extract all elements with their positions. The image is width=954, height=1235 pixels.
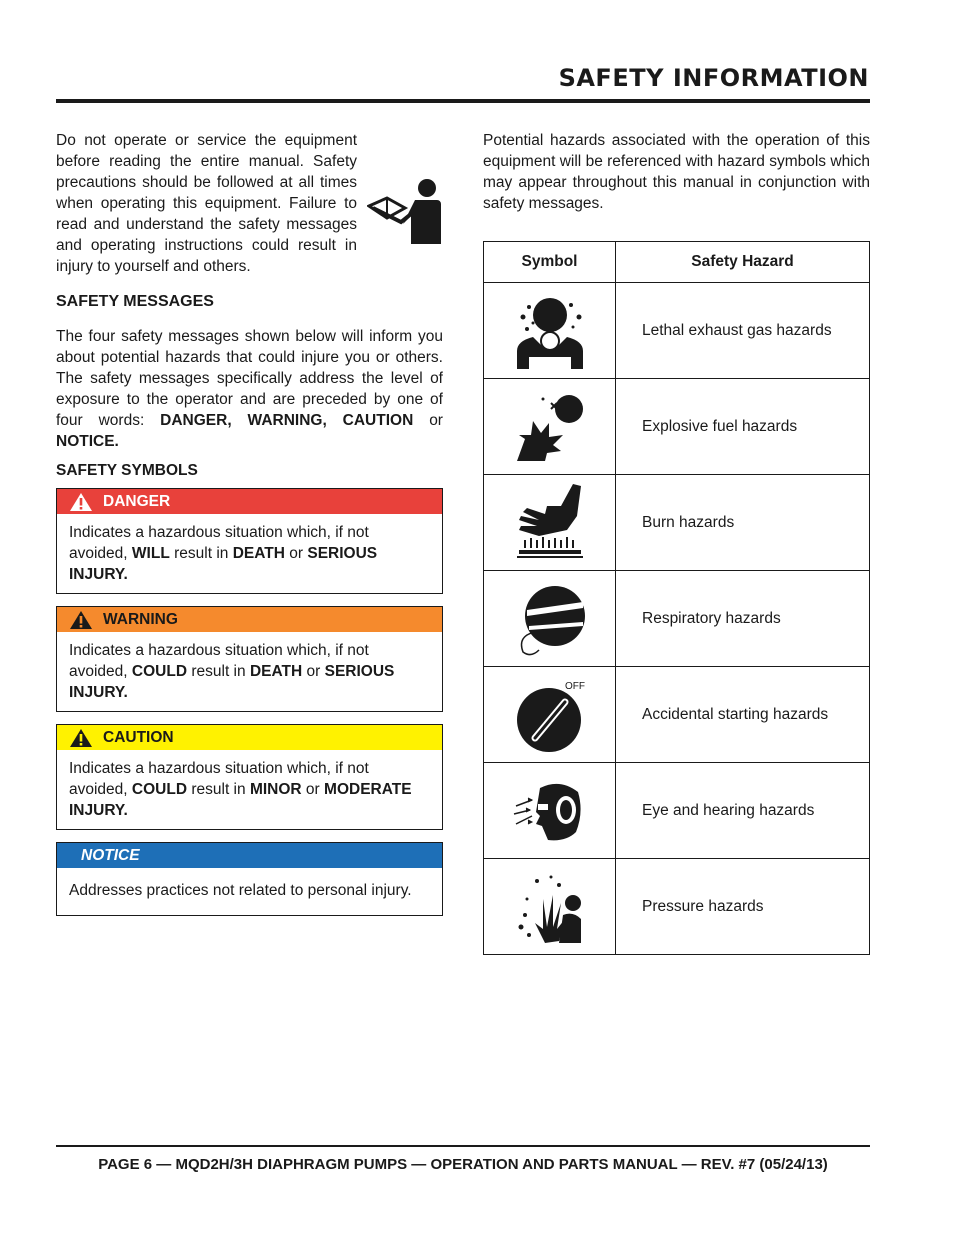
table-header-row xyxy=(484,242,870,283)
hazard-label: Explosive fuel hazards xyxy=(616,379,870,475)
danger-intro: Indicates a hazardous situation which, if not avoided, xyxy=(69,524,369,562)
caution-label: CAUTION xyxy=(103,728,174,746)
warning-intro: Indicates a hazardous situation which, if not avoided, xyxy=(69,642,369,680)
warning-verb: COULD xyxy=(131,663,188,680)
warning-triangle-icon xyxy=(69,728,93,748)
symbol-cell xyxy=(484,667,616,763)
hazard-label: Lethal exhaust gas hazards xyxy=(616,283,870,379)
caution-box xyxy=(56,724,443,830)
respirator-icon xyxy=(515,580,585,658)
caution-verb: COULD xyxy=(131,781,188,798)
symbol-column-header: Symbol xyxy=(484,242,616,283)
caution-header xyxy=(57,725,442,750)
table-row xyxy=(484,283,870,379)
table-row xyxy=(484,763,870,859)
hazard-column-header: Safety Hazard xyxy=(616,242,870,283)
hazards-intro: Potential hazards associated with the operation of this equipment will be referenced with hazard symbols which may appear throughout this manual in conjunction with safety messages. xyxy=(483,132,870,212)
danger-outcome-b: SERIOUS INJURY. xyxy=(69,545,378,583)
danger-or: or xyxy=(289,545,304,562)
danger-box xyxy=(56,488,443,594)
table-row xyxy=(484,667,870,763)
page-footer: PAGE 6 — MQD2H/3H DIAPHRAGM PUMPS — OPERATION AND PARTS MANUAL — REV. #7 (05/24/13) xyxy=(98,1156,828,1173)
table-row xyxy=(484,379,870,475)
warning-or: or xyxy=(306,663,321,680)
notice-header xyxy=(57,843,442,868)
symbol-cell xyxy=(484,379,616,475)
symbol-cell xyxy=(484,571,616,667)
notice-box xyxy=(56,842,443,916)
caution-mid: result in xyxy=(191,781,246,798)
danger-header xyxy=(57,489,442,514)
safety-symbols-heading: SAFETY SYMBOLS xyxy=(56,462,198,479)
or-word: or xyxy=(429,412,443,429)
read-manual-icon xyxy=(367,178,443,244)
hazard-label: Pressure hazards xyxy=(616,859,870,955)
symbol-cell xyxy=(484,283,616,379)
danger-outcome-a: DEATH xyxy=(232,545,285,562)
hazard-label: Burn hazards xyxy=(616,475,870,571)
danger-mid: result in xyxy=(174,545,229,562)
signal-words: DANGER, WARNING, CAUTION xyxy=(160,412,414,429)
table-row xyxy=(484,859,870,955)
warning-outcome-b: SERIOUS INJURY. xyxy=(69,663,395,701)
table-row xyxy=(484,475,870,571)
danger-label: DANGER xyxy=(103,492,171,510)
hazard-label: Eye and hearing hazards xyxy=(616,763,870,859)
warning-outcome-a: DEATH xyxy=(249,663,303,680)
warning-header xyxy=(57,607,442,632)
right-column xyxy=(483,130,870,955)
off-label: OFF xyxy=(564,680,585,692)
caution-outcome-b: MODERATE INJURY. xyxy=(69,781,412,819)
left-column xyxy=(56,130,443,928)
page-title: SAFETY INFORMATION xyxy=(558,64,869,92)
warning-mid: result in xyxy=(191,663,246,680)
intro-section xyxy=(56,130,443,277)
danger-verb: WILL xyxy=(131,545,170,562)
safety-messages-paragraph xyxy=(56,326,443,452)
notice-word: NOTICE. xyxy=(56,433,119,450)
safety-messages-heading: SAFETY MESSAGES xyxy=(56,293,214,310)
caution-text xyxy=(57,750,442,829)
caution-intro: Indicates a hazardous situation which, if not avoided, xyxy=(69,760,369,798)
safety-messages-text: The four safety messages shown below will inform you about potential hazards that could injure you or others. The safety messages specifically address the level of exposure to the operator and are preceded by one of four words: xyxy=(56,328,443,429)
notice-label: NOTICE xyxy=(81,846,140,864)
warning-text xyxy=(57,632,442,711)
hazard-label: Accidental starting hazards xyxy=(616,667,870,763)
danger-text xyxy=(57,514,442,593)
caution-or: or xyxy=(305,781,320,798)
intro-paragraph: Do not operate or service the equipment before reading the entire manual. Safety precautions should be followed at all times when operating this equipment. Failure to read and understand the safety messages and operating instructions could result in injury to yourself and others. xyxy=(56,132,357,275)
footer-rule xyxy=(56,1145,870,1147)
hazard-label: Respiratory hazards xyxy=(616,571,870,667)
warning-box xyxy=(56,606,443,712)
notice-text: Addresses practices not related to personal injury. xyxy=(69,882,412,899)
table-row xyxy=(484,571,870,667)
caution-outcome-a: MINOR xyxy=(249,781,302,798)
off-switch-icon xyxy=(513,678,587,752)
explosion-icon xyxy=(515,391,585,463)
symbol-cell xyxy=(484,763,616,859)
hot-surface-icon xyxy=(515,484,585,562)
header-rule xyxy=(56,99,870,103)
exhaust-gas-icon xyxy=(513,293,587,369)
symbol-cell xyxy=(484,475,616,571)
warning-triangle-icon xyxy=(69,492,93,512)
pressure-spray-icon xyxy=(515,869,585,945)
hazard-table xyxy=(483,241,870,955)
eye-ear-protection-icon xyxy=(512,780,588,842)
warning-label: WARNING xyxy=(103,610,178,628)
symbol-cell xyxy=(484,859,616,955)
warning-triangle-icon xyxy=(69,610,93,630)
